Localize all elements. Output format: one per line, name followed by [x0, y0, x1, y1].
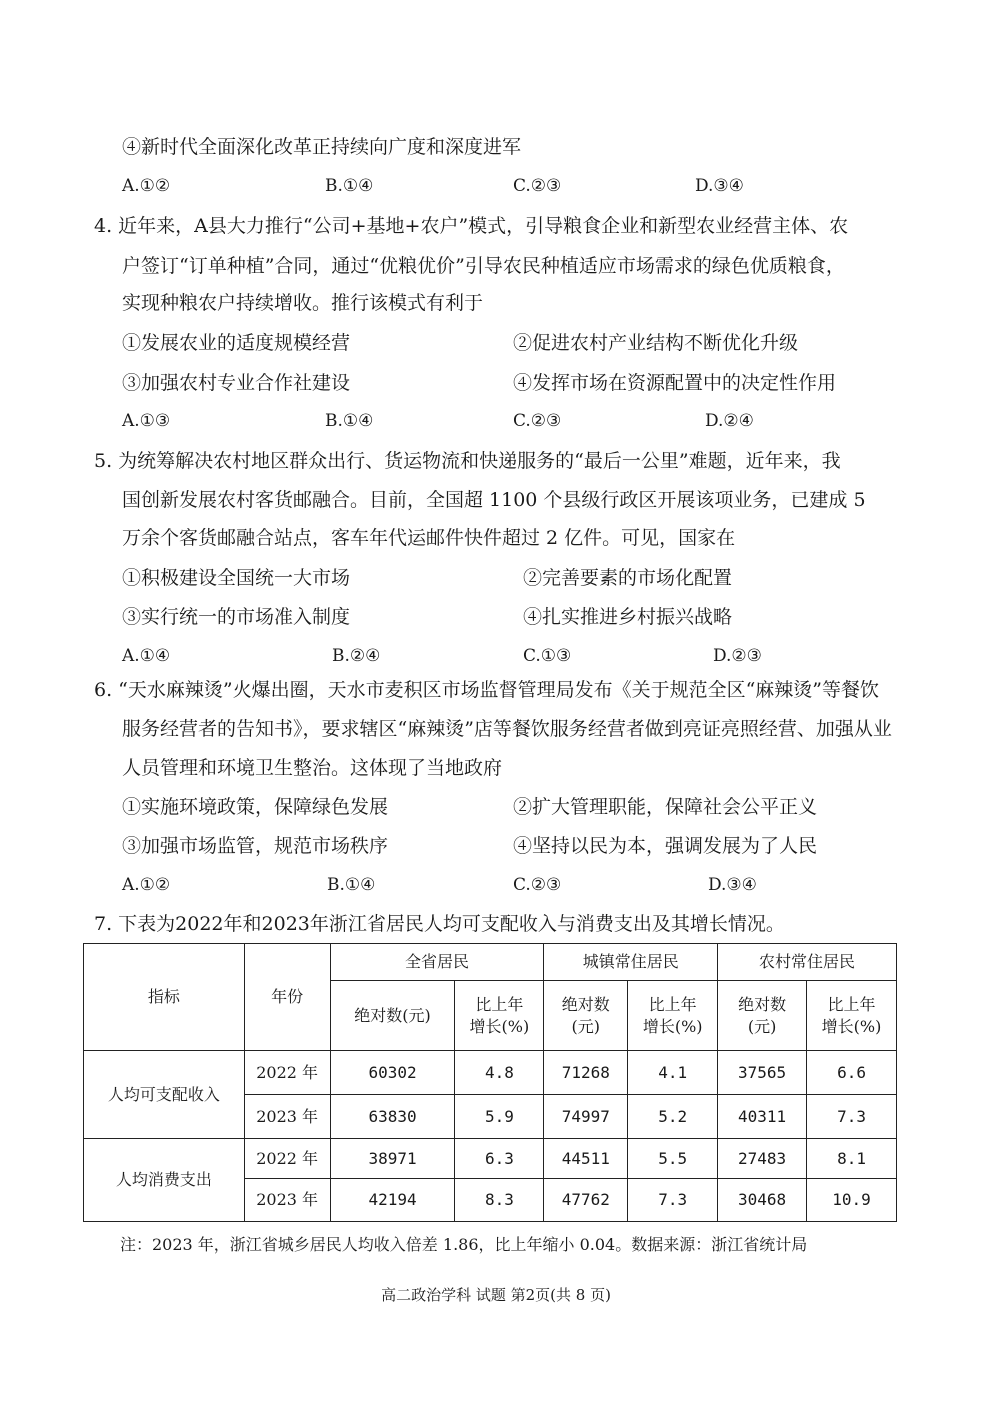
subheader-absolute-line1: 绝对数 [738, 994, 787, 1014]
q3-item-4: ④新时代全面深化改革正持续向广度和深度进军 [122, 136, 522, 158]
income-consumption-table [83, 943, 897, 1222]
q4-option-d: D.②④ [705, 411, 754, 431]
value-cell: 7.3 [807, 1095, 897, 1139]
q5-item-1: ①积极建设全国统一大市场 [122, 567, 351, 589]
value-cell: 71268 [544, 1051, 628, 1095]
q3-option-a: A.①② [122, 176, 171, 196]
value-cell: 6.3 [455, 1139, 544, 1179]
header-group-rural: 农村常住居民 [718, 944, 897, 981]
subheader-growth [807, 981, 897, 1051]
q6-item-2: ②扩大管理职能，保障社会公平正义 [513, 796, 818, 818]
subheader-growth [455, 981, 544, 1051]
q6-option-d: D.③④ [708, 875, 757, 895]
value-cell: 40311 [718, 1095, 807, 1139]
row-label-consumption: 人均消费支出 [84, 1139, 245, 1222]
q5-option-b: B.②④ [332, 646, 381, 666]
q4-stem-line-3: 实现种粮农户持续增收。推行该模式有利于 [122, 292, 484, 314]
q6-stem-line-1: 6. “天水麻辣烫”火爆出圈，天水市麦积区市场监督管理局发布《关于规范全区“麻辣烫”等餐饮 [94, 679, 880, 701]
subheader-absolute-line2: (元) [571, 1016, 601, 1036]
q5-item-3: ③实行统一的市场准入制度 [122, 606, 351, 628]
table-row [84, 1139, 897, 1179]
value-cell: 4.1 [628, 1051, 718, 1095]
q5-stem-line-1: 5. 为统筹解决农村地区群众出行、货运物流和快递服务的“最后一公里”难题，近年来，我 [94, 450, 841, 472]
q6-stem-line-2: 服务经营者的告知书》，要求辖区“麻辣烫”店等餐饮服务经营者做到亮证亮照经营、加强从业 [122, 718, 892, 740]
q5-item-2: ②完善要素的市场化配置 [523, 567, 733, 589]
subheader-absolute [718, 981, 807, 1051]
subheader-growth-line1: 比上年 [648, 994, 697, 1014]
header-year: 年份 [244, 944, 330, 1051]
row-label-income: 人均可支配收入 [84, 1051, 245, 1139]
value-cell: 6.6 [807, 1051, 897, 1095]
header-group-province: 全省居民 [330, 944, 544, 981]
value-cell: 5.5 [628, 1139, 718, 1179]
q4-option-b: B.①④ [325, 411, 374, 431]
value-cell: 8.3 [455, 1179, 544, 1222]
q6-item-3: ③加强市场监管，规范市场秩序 [122, 835, 389, 857]
subheader-absolute [544, 981, 628, 1051]
subheader-growth-line2: 增长(%) [469, 1016, 530, 1036]
value-cell: 10.9 [807, 1179, 897, 1222]
subheader-growth-line1: 比上年 [475, 994, 524, 1014]
year-cell: 2022 年 [244, 1051, 330, 1095]
q4-option-c: C.②③ [513, 411, 562, 431]
table-row [84, 1051, 897, 1095]
q7-stem: 7. 下表为2022年和2023年浙江省居民人均可支配收入与消费支出及其增长情况。 [94, 913, 785, 935]
q6-option-b: B.①④ [327, 875, 376, 895]
q5-option-a: A.①④ [122, 646, 171, 666]
subheader-absolute-line1: 绝对数 [561, 994, 610, 1014]
value-cell: 8.1 [807, 1139, 897, 1179]
value-cell: 63830 [330, 1095, 455, 1139]
year-cell: 2022 年 [244, 1139, 330, 1179]
q5-option-d: D.②③ [713, 646, 762, 666]
header-indicator: 指标 [84, 944, 245, 1051]
value-cell: 42194 [330, 1179, 455, 1222]
subheader-growth-line2: 增长(%) [642, 1016, 703, 1036]
q4-item-4: ④发挥市场在资源配置中的决定性作用 [513, 372, 837, 394]
year-cell: 2023 年 [244, 1179, 330, 1222]
table-note: 注：2023 年，浙江省城乡居民人均收入倍差 1.86，比上年缩小 0.04。数据来源：浙江省统计局 [120, 1235, 808, 1254]
q5-stem-line-2: 国创新发展农村客货邮融合。目前，全国超 1100 个县级行政区开展该项业务，已建成 5 [122, 489, 866, 511]
q3-option-d: D.③④ [695, 176, 744, 196]
q5-option-c: C.①③ [523, 646, 572, 666]
q6-option-a: A.①② [122, 875, 171, 895]
q6-stem-line-3: 人员管理和环境卫生整治。这体现了当地政府 [122, 757, 503, 779]
q5-stem-line-3: 万余个客货邮融合站点，客车年代运邮件快件超过 2 亿件。可见，国家在 [122, 527, 736, 549]
value-cell: 44511 [544, 1139, 628, 1179]
subheader-absolute: 绝对数(元) [330, 981, 455, 1051]
value-cell: 5.2 [628, 1095, 718, 1139]
value-cell: 27483 [718, 1139, 807, 1179]
q5-item-4: ④扎实推进乡村振兴战略 [523, 606, 733, 628]
q4-option-a: A.①③ [122, 411, 171, 431]
value-cell: 38971 [330, 1139, 455, 1179]
subheader-growth [628, 981, 718, 1051]
q6-item-4: ④坚持以民为本，强调发展为了人民 [513, 835, 818, 857]
subheader-growth-line1: 比上年 [827, 994, 876, 1014]
q4-stem-line-2: 户签订“订单种植”合同，通过“优粮优价”引导农民种植适应市场需求的绿色优质粮食， [122, 255, 845, 277]
q6-option-c: C.②③ [513, 875, 562, 895]
header-group-urban: 城镇常住居民 [544, 944, 718, 981]
value-cell: 4.8 [455, 1051, 544, 1095]
q3-option-c: C.②③ [513, 176, 562, 196]
year-cell: 2023 年 [244, 1095, 330, 1139]
page-footer: 高二政治学科 试题 第2页(共 8 页) [381, 1286, 611, 1304]
subheader-absolute-line2: (元) [747, 1016, 777, 1036]
subheader-growth-line2: 增长(%) [821, 1016, 882, 1036]
q4-stem-line-1: 4. 近年来，A县大力推行“公司+基地+农户”模式，引导粮食企业和新型农业经营主体、农 [94, 215, 849, 237]
value-cell: 37565 [718, 1051, 807, 1095]
value-cell: 30468 [718, 1179, 807, 1222]
q4-item-1: ①发展农业的适度规模经营 [122, 332, 351, 354]
value-cell: 7.3 [628, 1179, 718, 1222]
value-cell: 5.9 [455, 1095, 544, 1139]
value-cell: 74997 [544, 1095, 628, 1139]
q4-item-3: ③加强农村专业合作社建设 [122, 372, 351, 394]
q4-item-2: ②促进农村产业结构不断优化升级 [513, 332, 799, 354]
value-cell: 47762 [544, 1179, 628, 1222]
q3-option-b: B.①④ [325, 176, 374, 196]
value-cell: 60302 [330, 1051, 455, 1095]
q6-item-1: ①实施环境政策，保障绿色发展 [122, 796, 389, 818]
